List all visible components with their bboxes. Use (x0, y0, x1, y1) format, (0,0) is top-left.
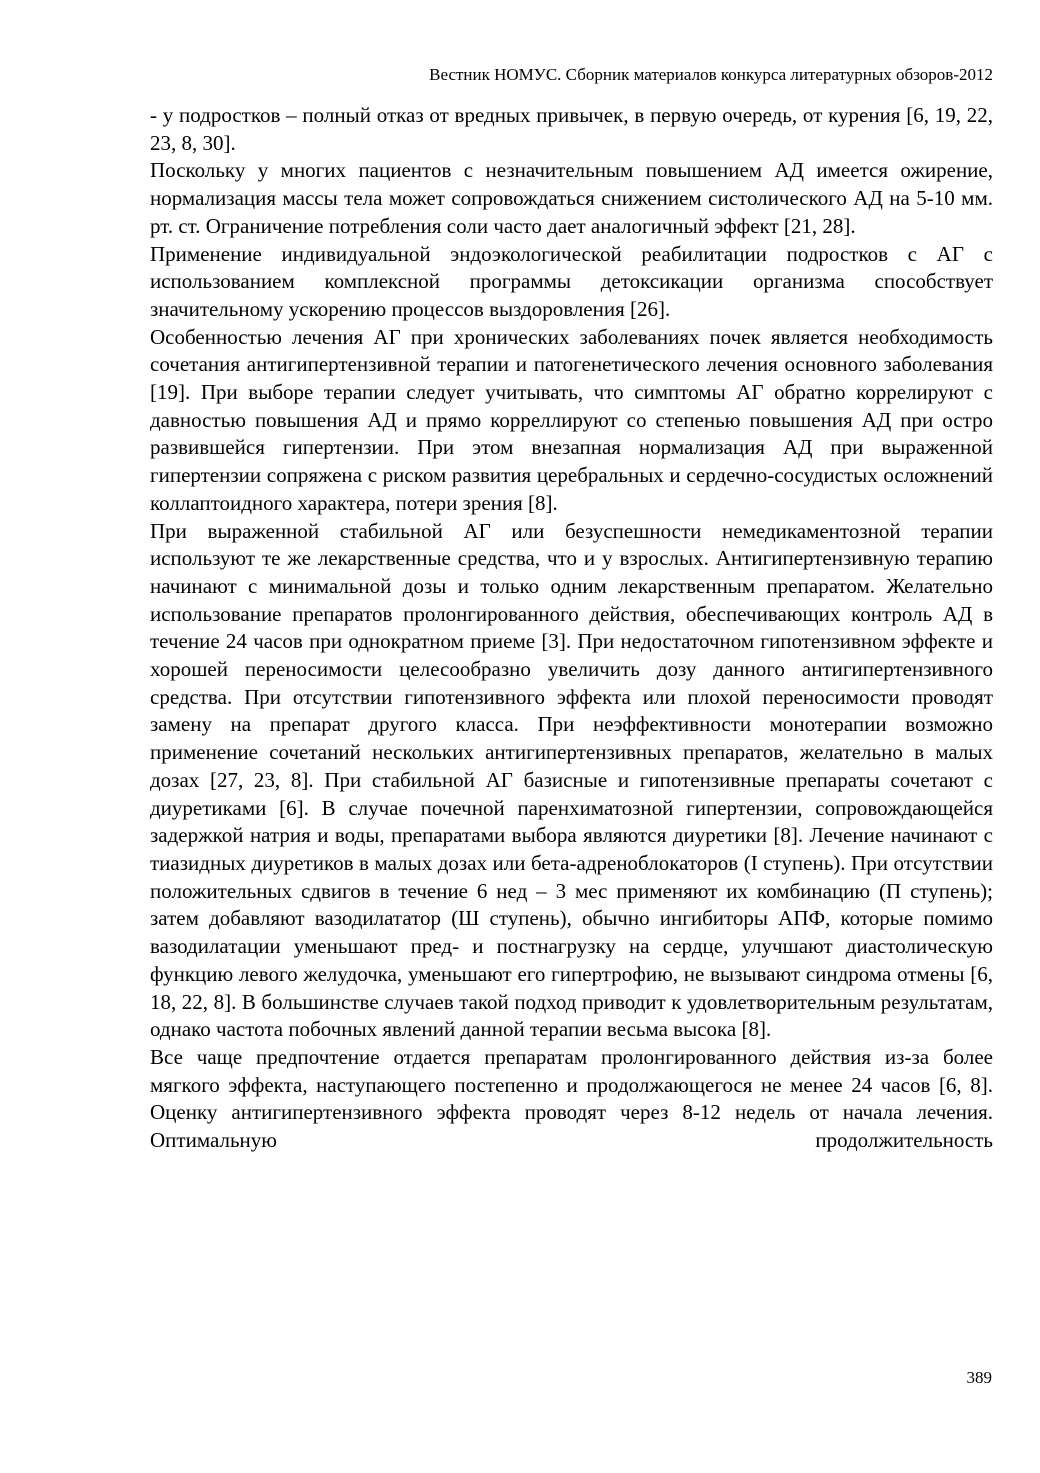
paragraph-prolonged-action: Все чаще предпочтение отдается препаратам пролонгированного действия из-за более мягкого эффекта, наступающего постепенно и продолжающегося не менее 24 часов [6, 8]. Оценку антигипертензивного эффекта проводят через 8-12 недель от начала лечения. Оптимальную продолжительность (150, 1044, 993, 1153)
paragraph-lifestyle-habits: - у подростков – полный отказ от вредных привычек, в первую очередь, от курения [6, 19, 22, 23, 8, 30]. (150, 103, 993, 155)
paragraph-weight-normalization: Поскольку у многих пациентов с незначительным повышением АД имеется ожирение, нормализация массы тела может сопровождаться снижением систолического АД на 5-10 мм. рт. ст. Ограничение потребления соли часто дает аналогичный эффект [21, 28]. (150, 158, 993, 238)
paragraph-kidney-disease-treatment: Особенностью лечения АГ при хронических заболеваниях почек является необходимость сочетания антигипертензивной терапии и патогенетического лечения основного заболевания [19]. При выборе терапии следует учитывать, что симптомы АГ обратно коррелируют с давностью повышения АД и прямо корреллируют со степенью повышения АД при остро развившейся гипертензии. При этом внезапная нормализация АД при выраженной гипертензии сопряжена с риском развития церебральных и сердечно-сосудистых осложнений коллаптоидного характера, потери зрения [8]. (150, 324, 993, 515)
running-header: Вестник НОМУС. Сборник материалов конкурса литературных обзоров-2012 (429, 65, 993, 84)
page-number: 389 (966, 1368, 992, 1387)
body-text (150, 102, 993, 1155)
paragraph-endoecological-rehabilitation: Применение индивидуальной эндоэкологической реабилитации подростков с АГ с использованием комплексной программы детоксикации организма способствует значительному ускорению процессов выздоровления [26]. (150, 241, 993, 321)
paragraph-drug-therapy: При выраженной стабильной АГ или безуспешности немедикаментозной терапии используют те же лекарственные средства, что и у взрослых. Антигипертензивную терапию начинают с минимальной дозы и только одним лекарственным препаратом. Желательно использование препаратов пролонгированного действия, обеспечивающих контроль АД в течение 24 часов при однократном приеме [3]. При недостаточном гипотензивном эффекте и хорошей переносимости целесообразно увеличить дозу данного антигипертензивного средства. При отсутствии гипотензивного эффекта или плохой переносимости проводят замену на препарат другого класса. При неэффективности монотерапии возможно применение сочетаний нескольких антигипертензивных препаратов, желательно в малых дозах [27, 23, 8]. При стабильной АГ базисные и гипотензивные препараты сочетают с диуретиками [6]. В случае почечной паренхиматозной гипертензии, сопровождающейся задержкой натрия и воды, препаратами выбора являются диуретики [8]. Лечение начинают с тиазидных диуретиков в малых дозах или бета-адреноблокаторов (I ступень). При отсутствии положительных сдвигов в течение 6 нед – 3 мес применяют их комбинацию (П ступень); затем добавляют вазодилататор (Ш ступень), обычно ингибиторы АПФ, которые помимо вазодилатации уменьшают пред- и постнагрузку на сердце, улучшают диастолическую функцию левого желудочка, уменьшают его гипертрофию, не вызывают синдрома отмены [6, 18, 22, 8]. В большинстве случаев такой подход приводит к удовлетворительным результатам, однако частота побочных явлений данной терапии весьма высока [8]. (150, 518, 993, 1042)
